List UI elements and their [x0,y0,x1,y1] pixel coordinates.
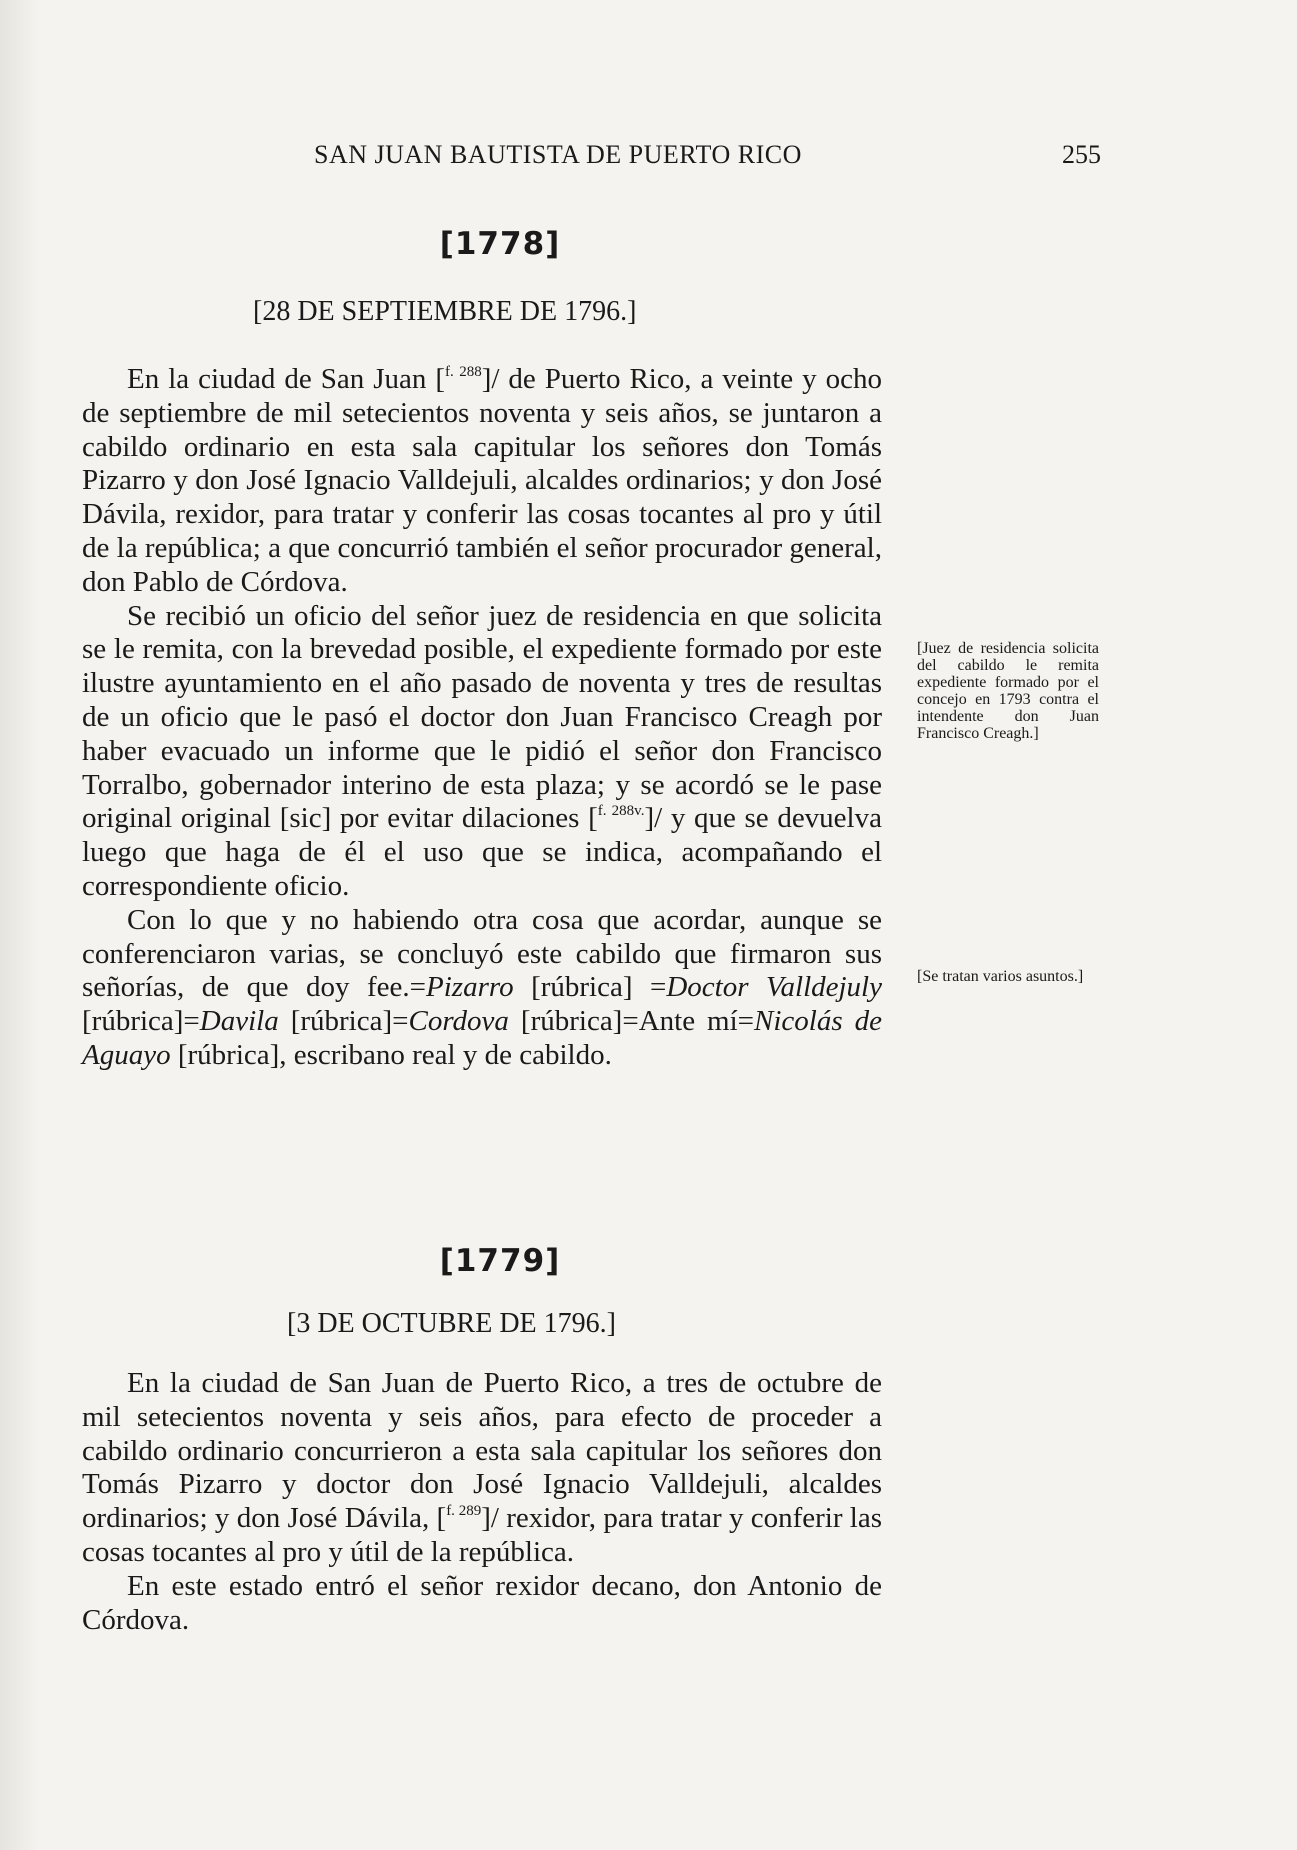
folio-marker: f. 288 [445,364,482,380]
folio-marker: f. 289 [446,1503,482,1520]
margin-note: [Se tratan varios asuntos.] [917,968,1084,985]
document-number: [1779] [439,1243,561,1279]
document-date: [28 DE SEPTIEMBRE DE 1796.] [253,296,637,327]
folio-marker: f. 288v. [597,803,645,820]
page-edge [0,0,40,1850]
paragraph: Con lo que y no habiendo otra cosa que acordar, aunque se conferenciaron varias, se concluyó este cabildo que firmaron sus señorías, de que doy fee.=Pizarro [rúbrica] =Doctor Valldejuly [rúbrica]=Davila [rúbrica]=Cordova [rúbrica]=Ante mí=Nicolás de Aguayo [rúbrica], escribano real y de cabildo. [82,903,882,1071]
document-number: [1778] [439,226,561,262]
paragraph: Se recibió un oficio del señor juez de residencia en que solicita se le remita, con la brevedad posible, el expediente formado por este ilustre ayuntamiento en el año pasado de noventa y tres de resultas de un oficio que le pasó el doctor don Juan Francisco Creagh por haber evacuado un informe que le pidió el señor don Francisco Torralbo, gobernador interino de esta plaza; y se acordó se le pase original original [sic] por evitar dilaciones [$^{f. 288v.}$]/ y que se devuelva luego que haga de él el uso que se indica, acompañando el correspondiente oficio. [82,599,882,902]
document-body [82,1367,882,1637]
document-body [82,363,882,1073]
signature: Doctor Valldejuly [666,971,882,1004]
running-title: SAN JUAN BAUTISTA DE PUERTO RICO [314,140,802,169]
margin-note: [Juez de residencia solicita del cabildo le remita expediente formado por el concejo en 1793 contra el intendente don Juan Francisco Creagh.] [917,640,1099,742]
paragraph: En la ciudad de San Juan [$^{f. 288}$]/ de Puerto Rico, a veinte y ocho de septiembre de mil setecientos noventa y seis años, se juntaron a cabildo ordinario en esta sala capitular los señores don Tomás Pizarro y don José Ignacio Valldejuli, alcaldes ordinarios; y don José Dávila, rexidor, para tratar y conferir las cosas tocantes al pro y útil de la república; a que concurrió también el señor procurador general, don Pablo de Córdova. [82,363,882,598]
paragraph: En este estado entró el señor rexidor decano, don Antonio de Córdova. [82,1569,882,1636]
signature: Davila [199,1005,279,1038]
signature: Cordova [408,1005,509,1038]
signature: Nicolás de Aguayo [82,1005,882,1071]
signature: Pizarro [426,971,514,1004]
page-number: 255 [1062,140,1101,169]
paragraph: En la ciudad de San Juan de Puerto Rico, a tres de octubre de mil setecientos noventa y seis años, para efecto de proceder a cabildo ordinario concurrieron a esta sala capitular los señores don Tomás Pizarro y doctor don José Ignacio Valldejuli, alcaldes ordinarios; y don José Dávila, [$^{f. 289}$]/ rexidor, para tratar y conferir las cosas tocantes al pro y útil de la república. [82,1367,882,1568]
document-date: [3 DE OCTUBRE DE 1796.] [287,1308,616,1339]
